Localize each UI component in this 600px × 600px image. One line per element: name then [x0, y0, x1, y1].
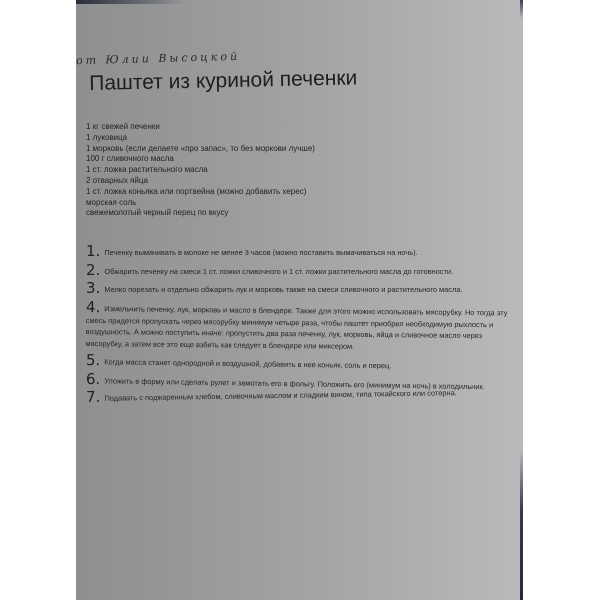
step-item — [85, 351, 508, 373]
step-number: 3. — [86, 279, 101, 298]
step-text: Обжарить печенку на смеси 1 ст. ложки сливочного и 1 ст. ложки растительного масла до готовности. — [104, 266, 454, 276]
recipe-page-photo — [76, 0, 523, 600]
author-signature: от Юлии Высоцкой — [76, 49, 241, 68]
ingredient-item: 100 г сливочного масла — [86, 154, 174, 164]
ingredient-item: свежемолотый черный перец по вкусу — [86, 208, 229, 218]
step-number: 2. — [86, 260, 101, 279]
step-number: 4. — [85, 297, 101, 316]
step-item — [86, 279, 508, 298]
ingredient-item: 1 луковица — [86, 132, 128, 142]
steps-list — [85, 242, 508, 411]
step-text: Уложить в форму или сделать рулет и замотать его в фольгу. Положить его (минимум на ночь) в холодильник. — [104, 376, 485, 392]
step-item — [86, 242, 508, 260]
ingredient-item: 1 морковь (если делаете «про запас», то без моркови лучше) — [86, 143, 315, 153]
step-item — [86, 386, 508, 405]
step-number: 5. — [85, 351, 101, 370]
ingredient-item: 2 отварных яйца — [86, 175, 148, 185]
ingredient-item: 1 ст. ложка растительного масла — [86, 165, 208, 175]
step-number: 6. — [85, 369, 101, 388]
step-number: 1. — [86, 242, 101, 260]
step-item — [85, 297, 508, 354]
ingredient-item: 1 ст. ложка коньяка или портвейна (можно добавить херес) — [86, 186, 307, 196]
step-item — [86, 260, 508, 279]
ingredient-item: 1 кг свежей печенки — [86, 122, 160, 131]
step-text: Измельчить печенку, лук, морковь и масло в блендере. Также для этого можно использовать мясорубку. Но тогда эту смесь придется пропускать через мясорубку минимум четыре раза, чтобы паштет приобрел необходимую рыхлость и воздушность. А можно поступить иначе: пропустить два раза печенку, лук, морковь, яйца и сливочное масло через мясорубку, а затем все это еще взбить как следует в блендере или миксером. — [85, 303, 508, 351]
step-text: Печенку вымачивать в молоке не менее 3 часов (можно поставить вымачиваться на ночь). — [104, 248, 418, 257]
ingredients-list — [86, 122, 315, 219]
step-text: Подавать с поджаренным хлебом, сливочным маслом и сладким вином, типа токайского или сотерна. — [104, 388, 457, 404]
step-text: Когда масса станет однородной и воздушной, добавить в нее коньяк, соль и перец. — [104, 357, 392, 371]
step-text: Мелко порезать и отдельно обжарить лук и морковь также на смеси сливочного и растительного масла. — [104, 285, 463, 295]
ingredient-item: морская соль — [86, 197, 137, 207]
step-number: 7. — [85, 388, 101, 407]
recipe-title: Паштет из куриной печенки — [89, 66, 358, 95]
